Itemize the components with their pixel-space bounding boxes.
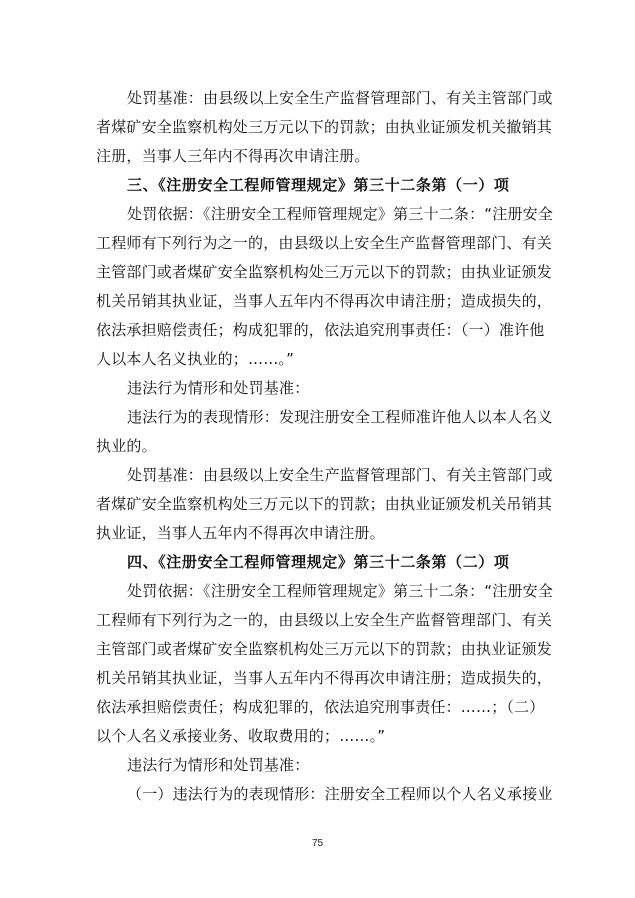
section-heading: 四、《注册安全工程师管理规定》第三十二条第（二）项 — [127, 553, 510, 571]
paragraph-line: 以个人名义承接业务、收取费用的；……。” — [96, 727, 386, 745]
paragraph-line: 违法行为的表现情形：发现注册安全工程师准许他人以本人名义 — [127, 408, 553, 426]
paragraph-line: 处罚基准：由县级以上安全生产监督管理部门、有关主管部门或 — [127, 466, 553, 484]
paragraph-line: 者煤矿安全监察机构处三万元以下的罚款；由执业证颁发机关撤销其 — [96, 118, 553, 136]
paragraph-line: 主管部门或者煤矿安全监察机构处三万元以下的罚款；由执业证颁发 — [96, 263, 553, 281]
paragraph-line: 主管部门或者煤矿安全监察机构处三万元以下的罚款；由执业证颁发 — [96, 640, 553, 658]
paragraph-line: 者煤矿安全监察机构处三万元以下的罚款；由执业证颁发机关吊销其 — [96, 495, 553, 513]
paragraph-line: 人以本人名义执业的；……。” — [96, 350, 295, 368]
paragraph-line: （一）违法行为的表现情形：注册安全工程师以个人名义承接业 — [127, 785, 553, 803]
paragraph-line: 执业证，当事人五年内不得再次申请注册。 — [96, 524, 385, 542]
paragraph-line: 处罚基准：由县级以上安全生产监督管理部门、有关主管部门或 — [127, 89, 553, 107]
paragraph-line: 违法行为情形和处罚基准： — [127, 379, 310, 397]
paragraph-line: 工程师有下列行为之一的，由县级以上安全生产监督管理部门、有关 — [96, 234, 553, 252]
paragraph-line: 工程师有下列行为之一的，由县级以上安全生产监督管理部门、有关 — [96, 611, 553, 629]
paragraph-line: 依法承担赔偿责任；构成犯罪的，依法追究刑事责任：……；（二） — [96, 698, 545, 716]
paragraph-line: 机关吊销其执业证，当事人五年内不得再次申请注册；造成损失的， — [96, 292, 553, 310]
page-number: 75 — [311, 838, 324, 849]
paragraph-line: 机关吊销其执业证，当事人五年内不得再次申请注册；造成损失的， — [96, 669, 553, 687]
paragraph-line: 违法行为情形和处罚基准： — [127, 756, 310, 774]
paragraph-line: 处罚依据：《注册安全工程师管理规定》第三十二条：“注册安全 — [127, 205, 554, 223]
paragraph-line: 处罚依据：《注册安全工程师管理规定》第三十二条：“注册安全 — [127, 582, 554, 600]
section-heading: 三、《注册安全工程师管理规定》第三十二条第（一）项 — [127, 176, 510, 194]
paragraph-line: 执业的。 — [96, 437, 157, 455]
paragraph-line: 注册，当事人三年内不得再次申请注册。 — [96, 147, 370, 165]
paragraph-line: 依法承担赔偿责任；构成犯罪的，依法追究刑事责任：（一）准许他 — [96, 321, 545, 339]
